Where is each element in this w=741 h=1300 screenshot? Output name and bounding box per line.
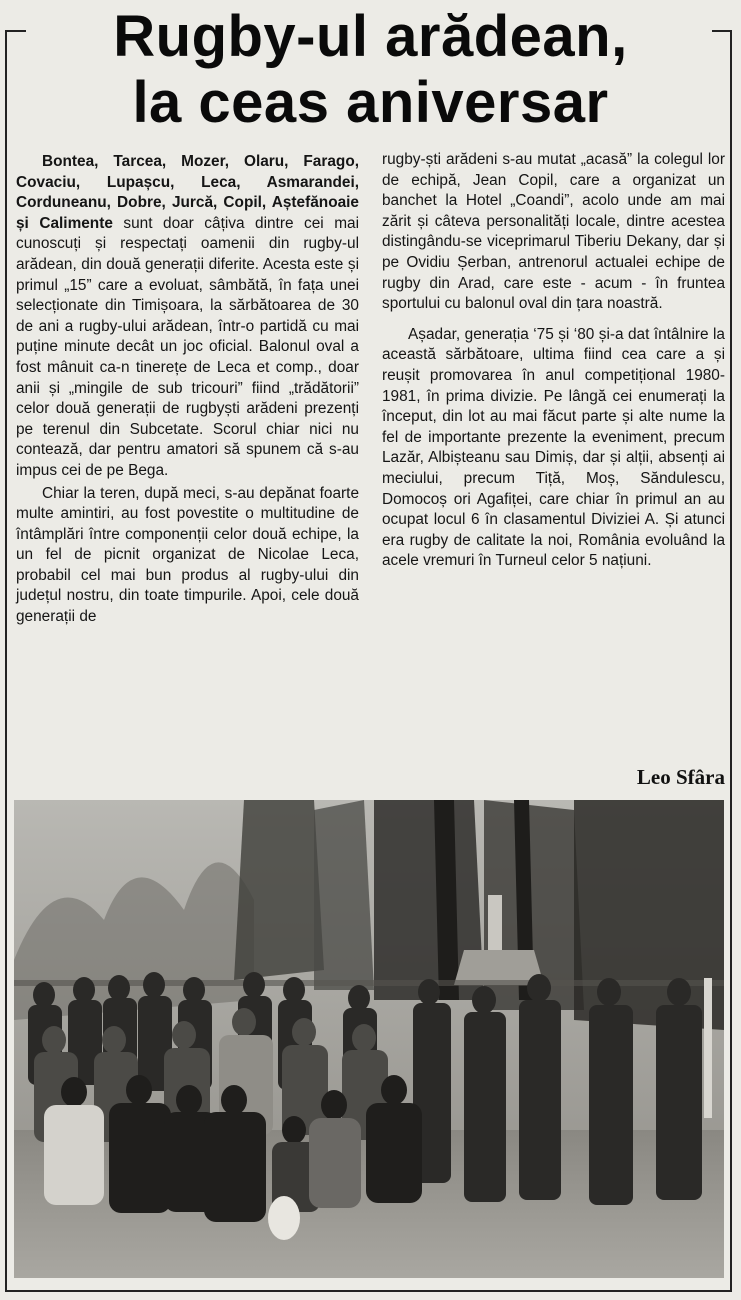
lead-names: Bontea, Tarcea, Mozer, Olaru, Farago, Covaciu, Lupașcu, Leca, Asmarandei, Corduneanu, Dobre, Jurcă, Copil, Aștefănoaie și Calimente <box>16 153 359 232</box>
paragraph-2-continued: rugby-ști arădeni s-au mutat „acasă” la colegul lor de echipă, Jean Copil, care a organizat un banchet la Hotel „Coandi”, acolo unde am mai zărit și câteva personalități locale, dintre acestea distingându-se viceprimarul Tiberiu Dekany, dar și pe Ovidiu Șerban, antrenorul actualei echipe de rugby din Arad, care este - acum - în fruntea sportului cu balonul oval din țara noastră. <box>382 151 725 313</box>
byline: Leo Sfâra <box>636 765 725 789</box>
headline <box>0 4 741 136</box>
team-photo-image <box>14 800 724 1278</box>
paragraph-3: Așadar, generația ‘75 și ‘80 și-a dat întâlnire la această sărbătoare, ultima fiind cea care a și reușit promovarea în anul competițional 1980-1981, în prima divizie. Pe lângă cei enumerați la început, din lot au mai făcut parte și alte nume la fel de importante prezente la eveniment, precum Lazăr, Albișteanu sau Dimiș, dar și alții, absenți ai meciului, precum Tiță, Moș, Săndulescu, Domocoș ori Agafiței, care chiar în primul an au ocupat locul 6 în clasamentul Diviziei A. Și atunci era rugby de calitate la noi, România evoluând la acele vremuri în Turneul celor 5 națiuni. <box>382 325 725 570</box>
headline-line-1: Rugby-ul arădean, <box>113 4 628 69</box>
headline-line-2: la ceas aniversar <box>132 70 609 135</box>
team-photo <box>14 800 724 1278</box>
column-right <box>382 150 725 572</box>
paragraph-1 <box>16 152 359 482</box>
paragraph-2: Chiar la teren, după meci, s-au depănat foarte multe amintiri, au fost povestite o multitudine de întâmplări între componenții celor două echipe, la un fel de picnit organizat de Nicolae Leca, probabil cel mai bun produs al rugby-ului din județul nostru, din toate timpurile. Apoi, cele două generații de <box>16 484 359 626</box>
paragraph-1-text: sunt doar câțiva dintre cei mai cunoscuți și respectați oamenii din rugby-ul arădean, din două generații diferite. Acesta este și primul „15” care a evoluat, sâmbătă, în fața unei selecționate din Timișoara, la sărbătoarea de 30 de ani a rugby-ului arădean, într-o partidă cu mai puține minute decât un joc oficial. Balonul oval a fost mânuit ca-n tinerețe de Leca et comp., doar anii și „mingile de sub tricouri” fiind „trădătorii” celor două generații de rugbyști arădeni prezenți pe terenul din Subcetate. Scorul chiar nici nu contează, dar pentru amatori să spunem că s-au impus cei de pe Bega. <box>16 214 360 479</box>
column-left <box>16 150 359 628</box>
